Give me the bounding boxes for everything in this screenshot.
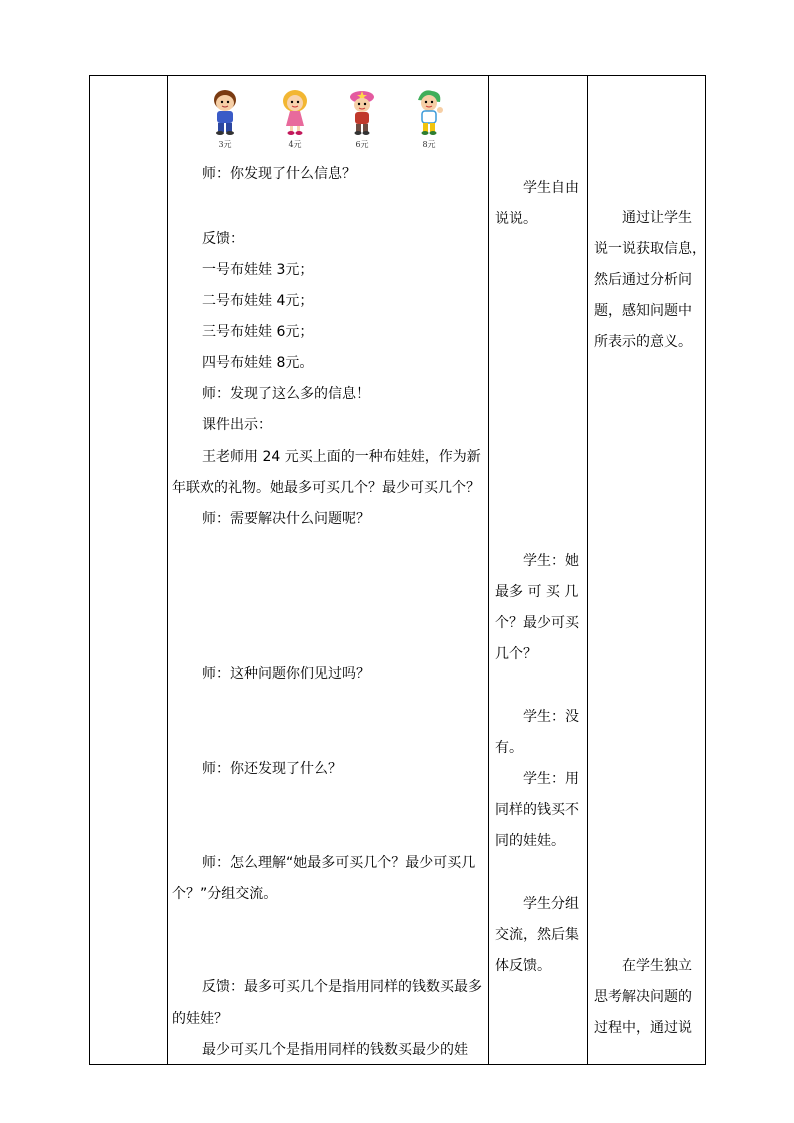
purpose-line: 然后通过分析问 (594, 272, 692, 288)
student-line: 学生：没 (523, 709, 579, 725)
teacher-line: 师：发现了这么多的信息！ (202, 386, 370, 402)
teacher-line: 师：怎么理解“她最多可买几个？最少可买几 (202, 855, 476, 871)
student-line: 学生：用 (523, 771, 579, 787)
student-line: 有。 (495, 740, 523, 756)
student-line: 最多 可 买 几 (495, 584, 579, 600)
lesson-table (89, 75, 706, 1065)
purpose-line: 说一说获取信息， (594, 241, 706, 257)
student-line: 几个？ (495, 646, 537, 662)
feedback-line: 最少可买几个是指用同样的钱数买最少的娃 (202, 1042, 468, 1058)
problem-line: 年联欢的礼物。她最多可买几个？最少可买几个？ (172, 480, 480, 496)
courseware-label: 课件出示： (202, 417, 272, 433)
student-line: 说说。 (495, 211, 537, 227)
problem-line: 王老师用 24 元买上面的一种布娃娃，作为新 (202, 449, 481, 465)
student-line: 学生自由 (523, 180, 579, 196)
girl-doll-icon (278, 88, 312, 136)
student-line: 同的娃娃。 (495, 833, 565, 849)
teacher-line: 师：你还发现了什么？ (202, 761, 342, 777)
feedback-label: 反馈： (202, 231, 244, 247)
info-line: 三号布娃娃 6元； (202, 324, 314, 340)
doll-price-2: 4元 (288, 140, 302, 149)
info-line: 一号布娃娃 3元； (202, 262, 314, 278)
column-divider-3 (587, 75, 588, 1065)
pink-hat-doll-icon (345, 88, 379, 136)
student-line: 交流，然后集 (495, 927, 579, 943)
student-line: 个？最少可买 (495, 615, 579, 631)
green-hair-doll-icon (412, 88, 446, 136)
purpose-line: 通过让学生 (622, 210, 692, 226)
doll-price-4: 8元 (422, 140, 436, 149)
purpose-line: 在学生独立 (622, 958, 692, 974)
teacher-line: 师：你发现了什么信息？ (202, 166, 356, 182)
feedback-line: 反馈：最多可买几个是指用同样的钱数买最多 (202, 979, 482, 995)
student-line: 学生分组 (523, 896, 579, 912)
column-divider-1 (167, 75, 168, 1065)
student-line: 体反馈。 (495, 958, 551, 974)
purpose-line: 过程中，通过说 (594, 1020, 692, 1036)
teacher-line: 师：需要解决什么问题呢？ (202, 511, 370, 527)
purpose-line: 题，感知问题中 (594, 303, 692, 319)
teacher-line: 师：这种问题你们见过吗？ (202, 666, 370, 682)
info-line: 二号布娃娃 4元； (202, 293, 314, 309)
feedback-line: 的娃娃？ (172, 1011, 228, 1027)
purpose-line: 思考解决问题的 (594, 989, 692, 1005)
student-line: 学生：她 (523, 553, 579, 569)
info-line: 四号布娃娃 8元。 (202, 355, 314, 371)
doll-price-1: 3元 (218, 140, 232, 149)
teacher-line: 个？”分组交流。 (172, 886, 278, 902)
column-divider-2 (488, 75, 489, 1065)
boy-doll-icon (208, 88, 242, 136)
purpose-line: 所表示的意义。 (594, 334, 692, 350)
doll-price-3: 6元 (355, 140, 369, 149)
student-line: 同样的钱买不 (495, 802, 579, 818)
